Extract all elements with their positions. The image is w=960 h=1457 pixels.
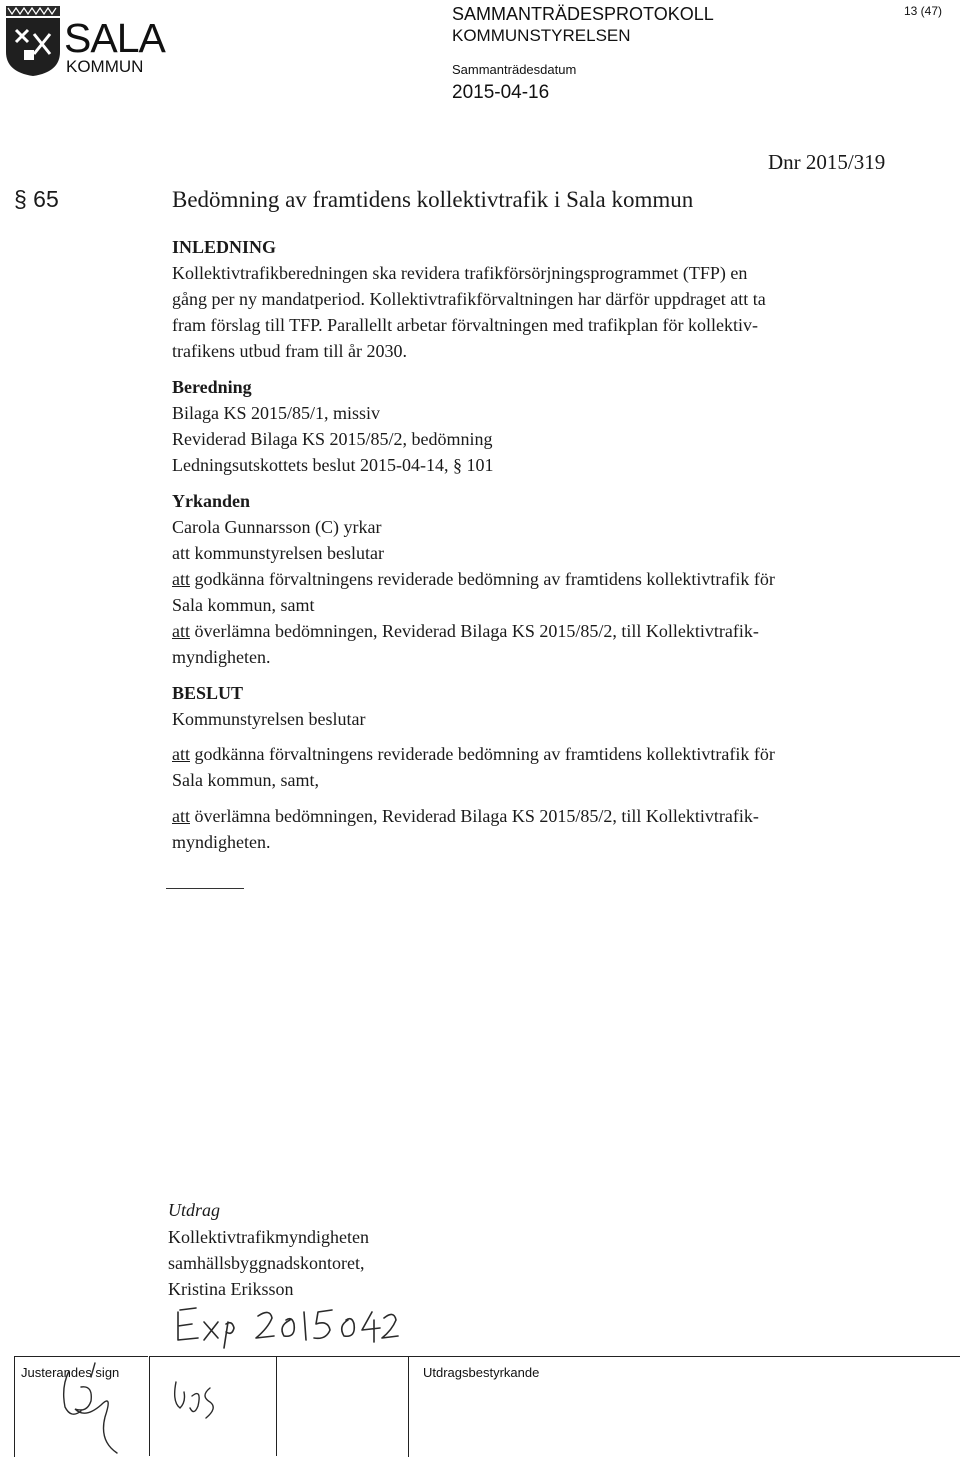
beslut-clause-2 [172,803,897,855]
section-title: Bedömning av framtidens kollektivtrafik i Sala kommun [172,187,694,212]
beslut-intro: Kommunstyrelsen beslutar [172,709,366,729]
yrkanden-heading: Yrkanden [172,491,251,511]
beslut-heading: BESLUT [172,683,244,703]
case-number: Dnr 2015/319 [768,150,886,174]
municipality-crest-icon [4,4,62,78]
justerandes-label: Justerandes sign [21,1365,120,1380]
utdrag-recipients [168,1224,369,1302]
clause-text: godkänna förvaltningens reviderade bedömning av framtidens kollektivtrafik för [194,744,775,764]
logo-subtitle: KOMMUN [66,57,144,76]
recipient: Kollektivtrafikmyndigheten [168,1227,369,1247]
committee-name: KOMMUNSTYRELSEN [452,26,631,45]
page-number: 13 (47) [904,4,943,18]
text-line: Kollektivtrafikberedningen ska revidera trafikförsörjningsprogrammet (TFP) en [172,263,748,283]
signature-table [14,1356,960,1456]
text-line: fram förslag till TFP. Parallellt arbetar förvaltningen med trafikplan för kollektiv- [172,315,759,335]
recipient: samhällsbyggnadskontoret, [168,1253,365,1273]
list-item: Ledningsutskottets beslut 2015-04-14, § 101 [172,455,494,475]
beslut-clause-1 [172,741,897,793]
clause-line: myndigheten. [172,832,271,852]
att-marker: att [172,621,190,641]
utdrag-label: Utdrag [168,1200,221,1220]
paragraph-number: § 65 [14,186,59,212]
beredning-heading: Beredning [172,377,252,397]
clause-text: godkänna förvaltningens reviderade bedömning av framtidens kollektivtrafik för [194,569,775,589]
att-marker: att [172,806,190,826]
list-item: Reviderad Bilaga KS 2015/85/2, bedömning [172,429,493,449]
handwritten-exp-date [170,1302,400,1350]
document-type: SAMMANTRÄDESPROTOKOLL [452,4,714,24]
text-line: trafikens utbud fram till år 2030. [172,341,407,361]
clause-line: Sala kommun, samt, [172,770,319,790]
proposer-line: Carola Gunnarsson (C) yrkar [172,517,382,537]
inledning-paragraph [172,260,897,364]
meeting-date: 2015-04-16 [452,82,550,103]
clause-line [172,803,897,829]
yrkanden-block [172,514,897,670]
proposal-intro: att kommunstyrelsen beslutar [172,543,384,563]
att-marker: att [172,744,190,764]
clause-line [172,566,897,592]
recipient: Kristina Eriksson [168,1279,294,1299]
clause-line: Sala kommun, samt [172,595,315,615]
inledning-heading: INLEDNING [172,237,277,257]
utdragsbestyrkande-label: Utdragsbestyrkande [423,1365,540,1380]
att-marker: att [172,569,190,589]
beredning-list [172,400,872,478]
section-divider [166,888,244,889]
clause-line [172,741,897,767]
clause-line: myndigheten. [172,647,271,667]
signature-cell-2 [149,1356,275,1456]
clause-text: överlämna bedömningen, Reviderad Bilaga KS 2015/85/2, till Kollektivtrafik- [194,806,759,826]
logo-wordmark: SALA [64,15,165,61]
handwritten-signature-2 [162,1356,262,1456]
justerandes-sign-cell [14,1356,148,1457]
clause-text: överlämna bedömningen, Reviderad Bilaga KS 2015/85/2, till Kollektivtrafik- [194,621,759,641]
list-item: Bilaga KS 2015/85/1, missiv [172,403,381,423]
meeting-date-label: Sammanträdesdatum [452,62,577,77]
handwritten-signature-1 [21,1357,141,1457]
signature-cell-3 [276,1356,407,1456]
clause-line [172,618,897,644]
text-line: gång per ny mandatperiod. Kollektivtrafikförvaltningen har därför uppdraget att ta [172,289,766,309]
utdragsbestyrkande-cell [408,1356,959,1457]
